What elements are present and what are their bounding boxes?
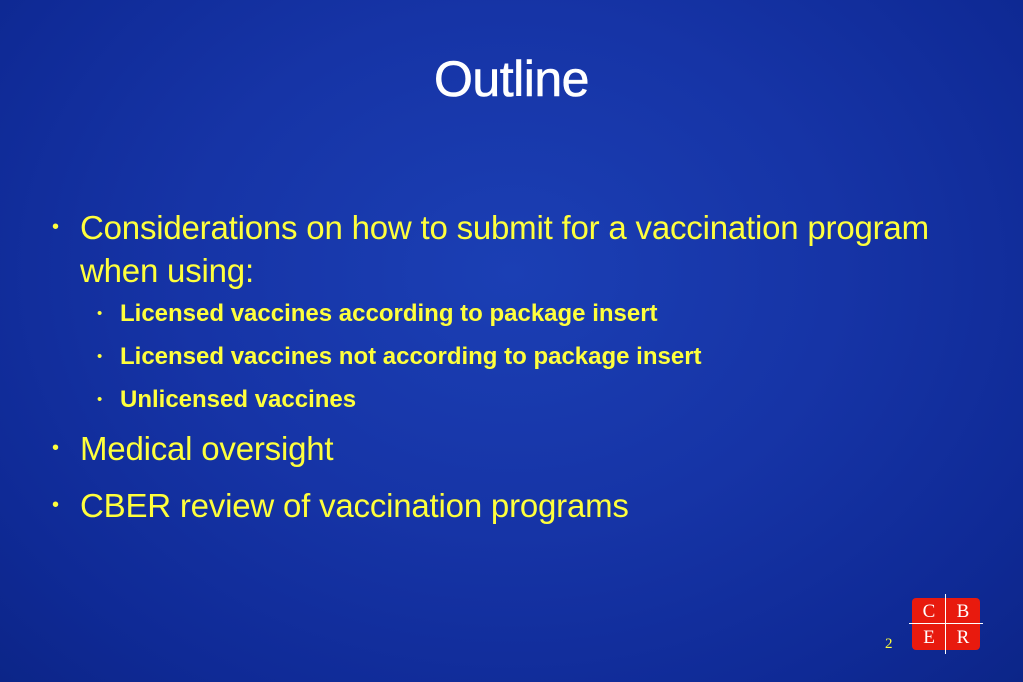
bullet-item <box>52 427 992 470</box>
logo-divider <box>945 594 946 654</box>
sub-bullet-item <box>52 292 992 335</box>
logo-divider <box>909 623 983 624</box>
page-number: 2 <box>885 636 893 652</box>
logo-letter: E <box>923 626 935 648</box>
cber-logo <box>912 598 980 650</box>
logo-letter: R <box>956 626 970 648</box>
sub-bullet-dot-icon: • <box>97 391 103 408</box>
bullet-text: Considerations on how to submit for a vaccination program when using: <box>80 209 929 289</box>
logo-letter: B <box>956 600 970 622</box>
sub-bullet-dot-icon: • <box>97 348 103 365</box>
bullet-dot-icon: • <box>52 437 59 459</box>
bullet-list <box>52 206 992 527</box>
sub-bullet-text: Licensed vaccines according to package insert <box>120 300 658 327</box>
slide-title: Outline <box>434 51 589 107</box>
bullet-dot-icon: • <box>52 494 59 516</box>
logo-letter: C <box>922 600 936 622</box>
bullet-text: Medical oversight <box>80 430 334 467</box>
sub-bullet-item <box>52 335 992 378</box>
bullet-dot-icon: • <box>52 216 59 238</box>
spacer <box>52 470 992 484</box>
sub-bullet-text: Unlicensed vaccines <box>120 386 357 413</box>
sub-bullet-dot-icon: • <box>97 305 103 322</box>
bullet-text: CBER review of vaccination programs <box>80 487 629 524</box>
sub-bullet-item <box>52 378 992 421</box>
bullet-item <box>52 206 992 292</box>
sub-bullet-text: Licensed vaccines not according to package insert <box>120 343 702 370</box>
bullet-item <box>52 484 992 527</box>
